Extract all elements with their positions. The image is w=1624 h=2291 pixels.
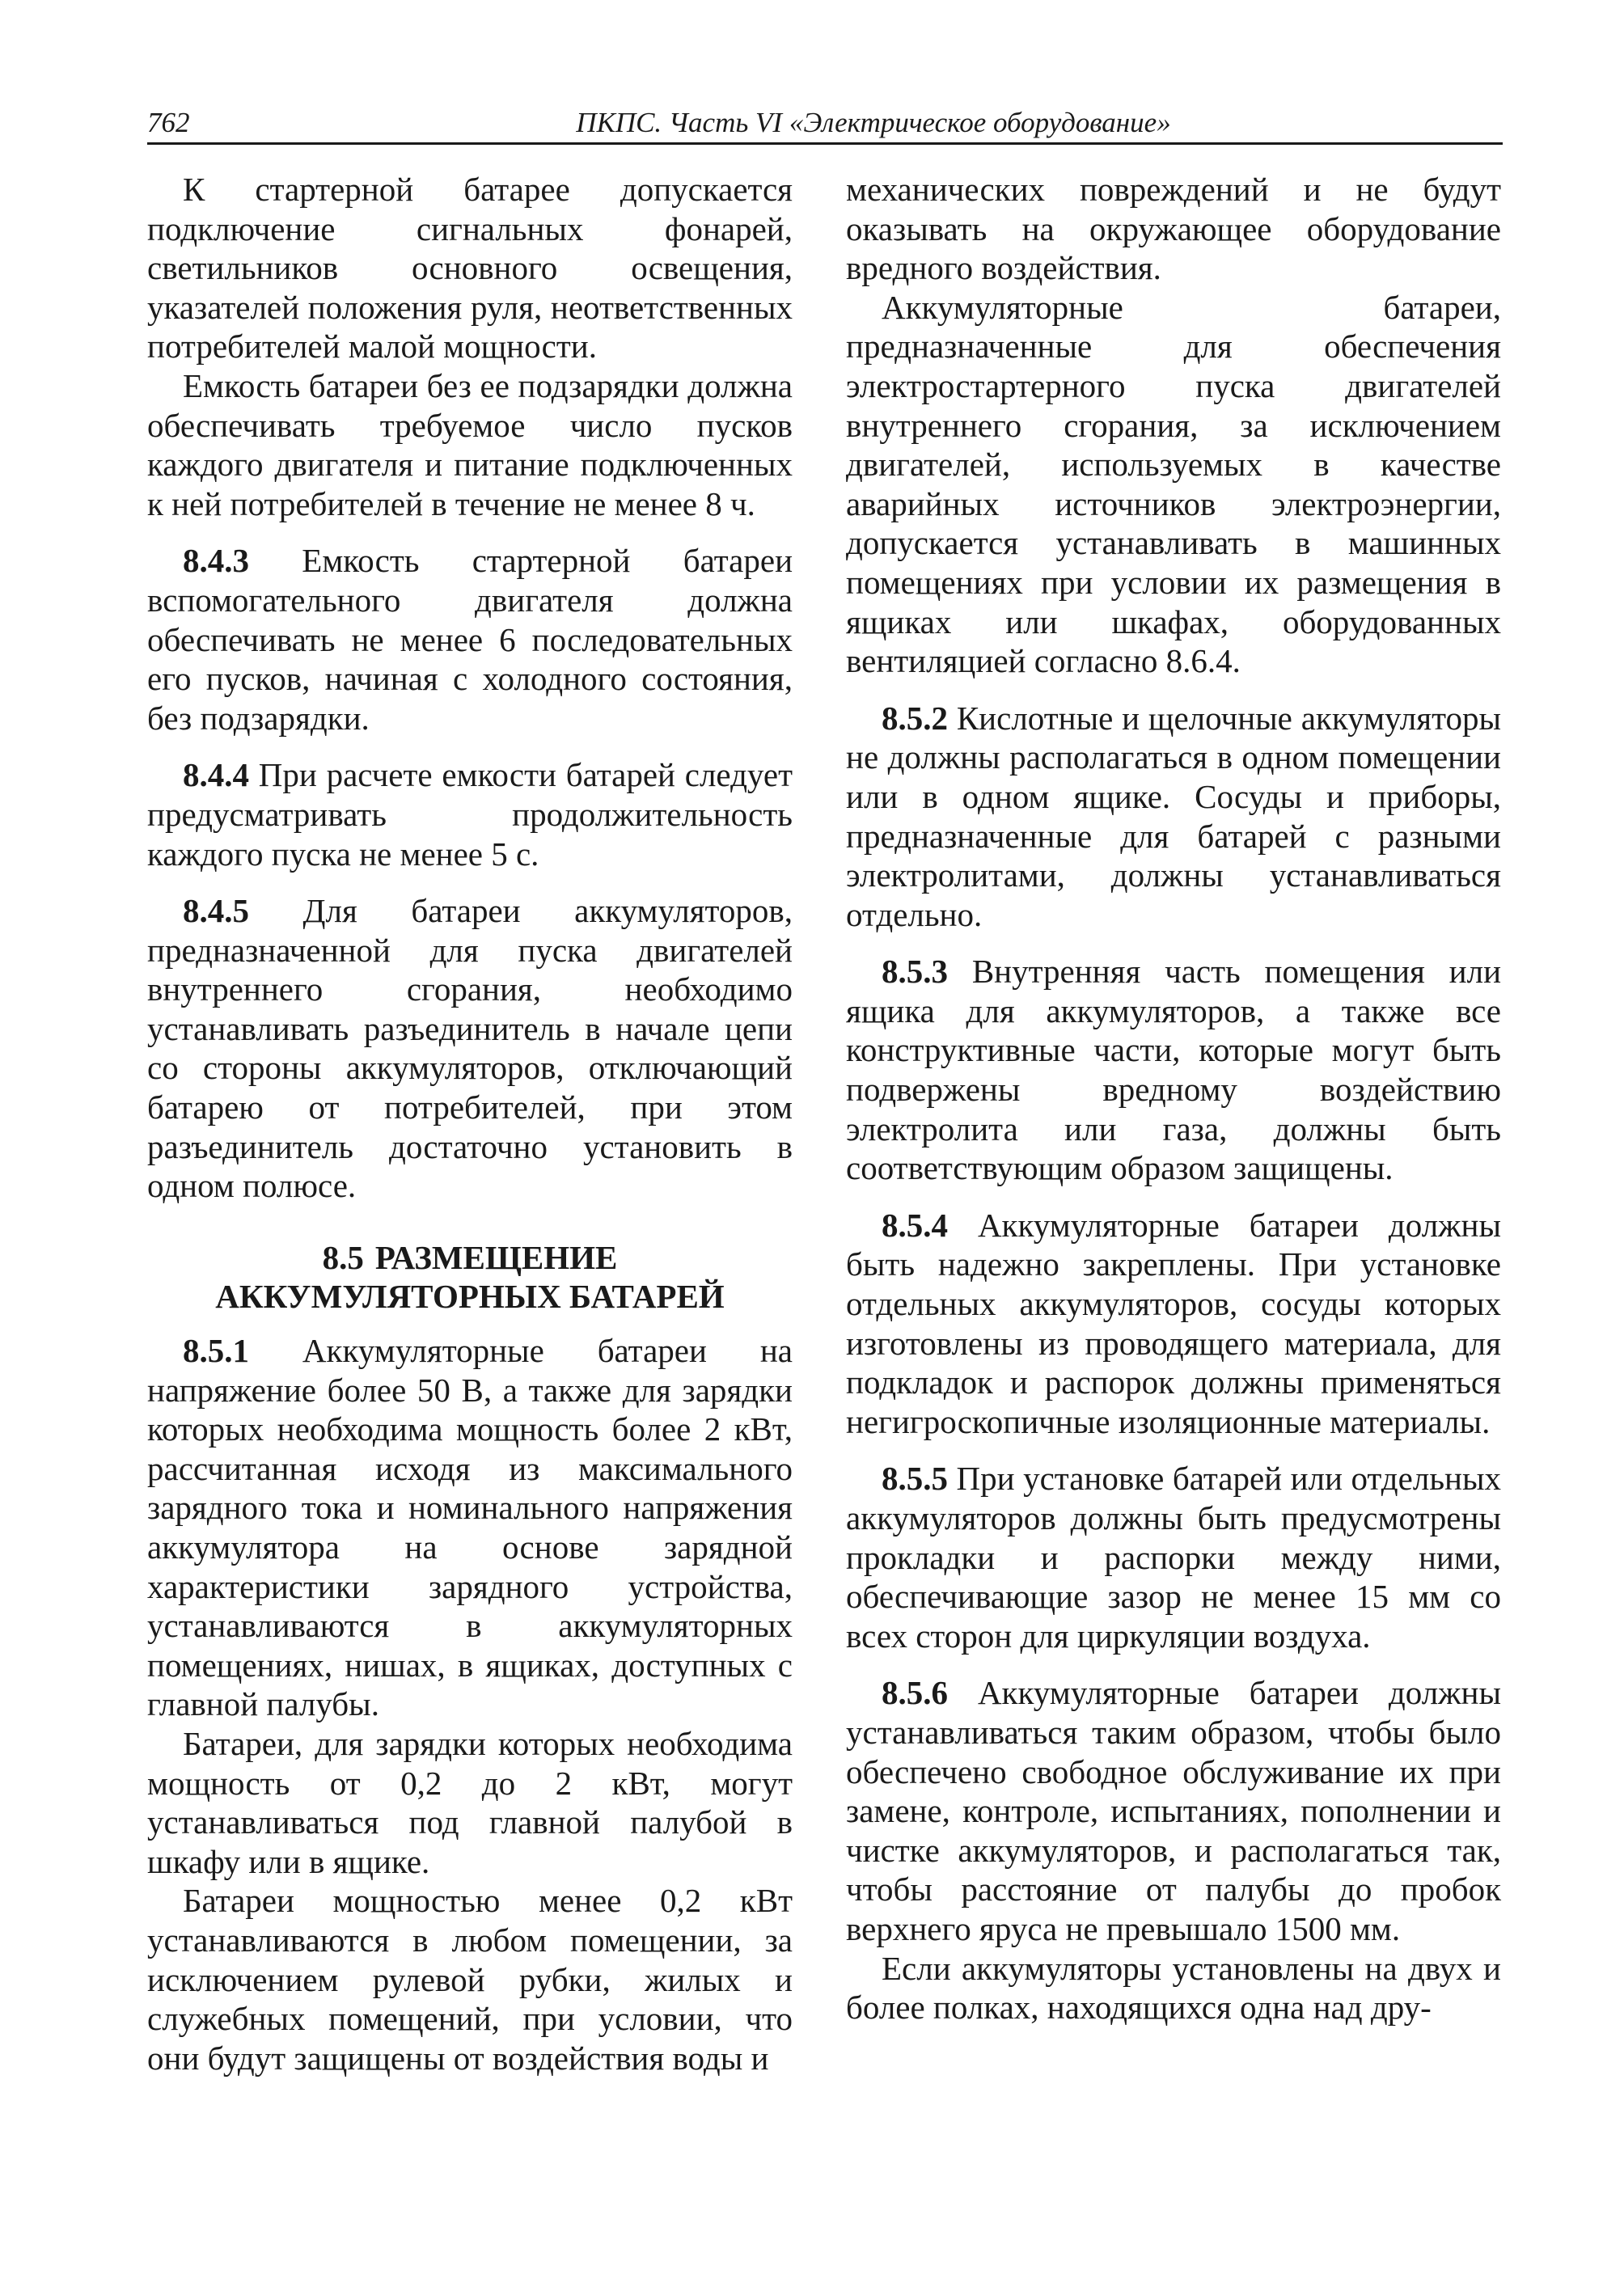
clause-number: 8.5.2 — [882, 699, 948, 737]
clause-text: При установке батарей или отдельных аккумуляторов должны быть предусмотрены прокладки и распорки между ними, обеспечивающие зазор не менее 15 мм со всех сторон для циркуляции воздуха. — [846, 1460, 1502, 1655]
clause-text: Аккумуляторные батареи должны устанавливаться таким образом, чтобы было обеспечено свободное обслуживание их при замене, контроле, испытаниях, пополнении и чистке аккумуляторов, и располагаться так, чтобы расстояние от палубы до пробок верхнего яруса не превышало 1500 мм. — [846, 1674, 1502, 1947]
running-title: ПКПС. Часть VI «Электрическое оборудование» — [576, 107, 1171, 138]
clause-8-4-5 — [147, 891, 793, 1206]
clause-number: 8.5.1 — [183, 1332, 249, 1370]
clause-number: 8.5.5 — [882, 1460, 948, 1498]
paragraph: К стартерной батарее допускается подключение сигнальных фонарей, светильников основного освещения, указателей положения руля, неответственных потребителей малой мощности. — [147, 171, 793, 366]
clause-8-5-2 — [846, 699, 1501, 935]
clause-text: Для батареи аккумуляторов, предназначенной для пуска двигателей внутреннего сгорания, необходимо устанавливать разъединитель в начале цепи со стороны аккумуляторов, отключающий батарею от потребителей, при этом разъединитель достаточно установить в одном полюсе. — [147, 892, 793, 1205]
clause-8-5-1 — [147, 1331, 793, 1724]
section-number: 8.5 — [322, 1238, 364, 1276]
clause-8-4-4 — [147, 755, 793, 873]
clause-8-4-3 — [147, 541, 793, 738]
left-column — [147, 170, 793, 2078]
clause-number: 8.5.6 — [882, 1674, 948, 1712]
page-header — [147, 104, 1503, 145]
clause-text: Внутренняя часть помещения или ящика для аккумуляторов, а также все конструктивные части, которые могут быть подвержены вредному воздействию электролита или газа, должны быть соответствующим образом защищены. — [846, 953, 1502, 1187]
clause-text: Кислотные и щелочные аккумуляторы не должны располагаться в одном помещении или в одном ящике. Сосуды и приборы, предназначенные для батарей с разными электролитами, должны устанавливаться отдельно. — [846, 699, 1502, 933]
clause-text: Аккумуляторные батареи на напряжение более 50 В, а также для зарядки которых необходима мощность более 2 кВт, рассчитанная исходя из максимального зарядного тока и номинального напряжения аккумулятора на основе зарядной характеристики зарядного устройства, устанавливаются в аккумуляторных помещениях, нишах, в ящиках, доступных с главной палубы. — [147, 1332, 793, 1723]
clause-number: 8.5.3 — [882, 953, 948, 991]
clause-8-5-4 — [846, 1206, 1501, 1442]
paragraph: Батареи мощностью менее 0,2 кВт устанавливаются в любом помещении, за исключением рулевой рубки, жилых и служебных помещений, при условии, что они будут защищены от воздействия воды и — [147, 1882, 793, 2077]
paragraph: Аккумуляторные батареи, предназначенные для обеспечения электростартерного пуска двигателей внутреннего сгорания, за исключением двигателей, используемых в качестве аварийных источников электроэнергии, допускается устанавливать в машинных помещениях при условии их размещения в ящиках или шкафах, оборудованных вентиляцией согласно 8.6.4. — [846, 288, 1501, 680]
section-heading — [147, 1238, 793, 1317]
clause-8-5-6 — [846, 1673, 1501, 1948]
page-number: 762 — [147, 107, 190, 138]
right-column — [846, 170, 1501, 2027]
clause-8-5-5 — [846, 1459, 1501, 1655]
section-title: РАЗМЕЩЕНИЕ АККУМУЛЯТОРНЫХ БАТАРЕЙ — [215, 1238, 725, 1316]
paragraph: Если аккумуляторы установлены на двух и более полках, находящихся одна над дру- — [846, 1949, 1501, 2027]
clause-text: Емкость стартерной батареи вспомогательного двигателя должна обеспечивать не менее 6 последовательных его пусков, начиная с холодного состояния, без подзарядки. — [147, 542, 793, 737]
clause-8-5-3 — [846, 952, 1501, 1188]
clause-number: 8.4.3 — [183, 542, 249, 580]
paragraph: Емкость батареи без ее подзарядки должна обеспечивать требуемое число пусков каждого двигателя и питание подключенных к ней потребителей в течение не менее 8 ч. — [147, 366, 793, 522]
clause-text: При расчете емкости батарей следует предусматривать продолжительность каждого пуска не менее 5 с. — [147, 756, 793, 873]
clause-text: Аккумуляторные батареи должны быть надежно закреплены. При установке отдельных аккумуляторов, сосуды которых изготовлены из проводящего материала, для подкладок и распорок должны применяться негигроскопичные изоляционные материалы. — [846, 1206, 1502, 1440]
paragraph-continuation: механических повреждений и не будут оказывать на окружающее оборудование вредного воздействия. — [846, 171, 1501, 287]
clause-number: 8.4.4 — [183, 756, 249, 794]
clause-number: 8.5.4 — [882, 1206, 948, 1244]
paragraph: Батареи, для зарядки которых необходима мощность от 0,2 до 2 кВт, могут устанавливаться под главной палубой в шкафу или в ящике. — [147, 1724, 793, 1880]
clause-number: 8.4.5 — [183, 892, 249, 930]
